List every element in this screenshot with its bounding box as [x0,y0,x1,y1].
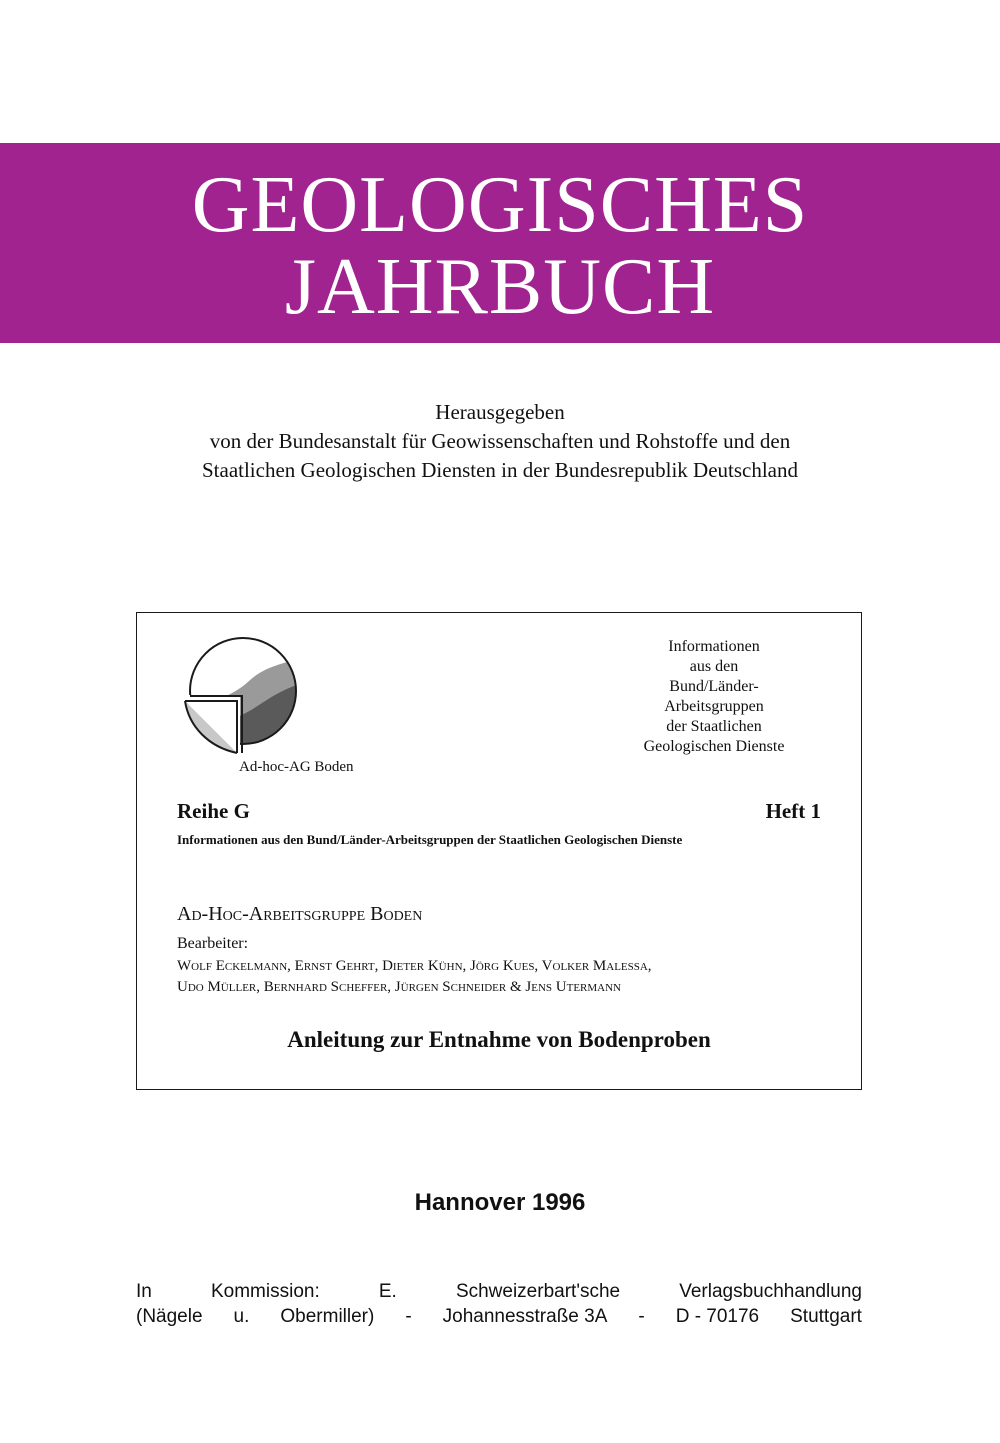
authors-line-2: Udo Müller, Bernhard Scheffer, Jürgen Schneider & Jens Utermann [177,979,621,995]
issue-label: Heft 1 [765,799,821,823]
info-line: Arbeitsgruppen [664,698,764,715]
info-line: Bund/Länder- [669,678,759,695]
commission-word: - [638,1306,645,1327]
series-label: Reihe G [177,799,250,823]
commission-word: u. [233,1306,250,1327]
journal-title-banner [0,143,1000,343]
editors-label: Bearbeiter: [177,935,249,952]
publisher-statement [0,398,1000,485]
logo-caption: Ad-hoc-AG Boden [239,759,354,775]
publisher-line-3: Staatlichen Geologischen Diensten in der Bundesrepublik Deutschland [201,458,799,482]
document-title: Anleitung zur Entnahme von Bodenproben [287,1027,711,1052]
info-block [619,637,809,757]
publisher-line-2: von der Bundesanstalt für Geowissenschaften und Rohstoffe und den [209,429,791,453]
authors-line-1: Wolf Eckelmann, Ernst Gehrt, Dieter Kühn, Jörg Kues, Volker Malessa, [177,958,652,974]
commission-word: D - 70176 [675,1306,760,1327]
info-line: Geologischen Dienste [643,738,785,755]
commission-line-2 [136,1304,862,1329]
commission-note [136,1279,862,1329]
authors-list [177,956,652,998]
commission-line-1 [136,1279,862,1304]
commission-word: - [405,1306,412,1327]
commission-word: Stuttgart [790,1306,862,1327]
publisher-line-1: Herausgegeben [435,400,565,424]
commission-word: Johannesstraße 3A [442,1306,608,1327]
ad-hoc-ag-boden-logo-icon [179,635,303,755]
commission-word: In [136,1281,152,1302]
commission-word: (Nägele [136,1306,203,1327]
series-subtitle: Informationen aus den Bund/Länder-Arbeitsgruppen der Staatlichen Geologischen Dienste [177,832,683,847]
journal-title-line1: GEOLOGISCHES [191,161,809,249]
info-line: der Staatlichen [666,718,762,735]
journal-title-line2: JAHRBUCH [284,243,716,331]
series-info-box [136,612,862,1090]
info-line: Informationen [668,638,760,655]
working-group-title: Ad-Hoc-Arbeitsgruppe Boden [177,903,423,925]
commission-word: Verlagsbuchhandlung [679,1281,862,1302]
place-and-year: Hannover 1996 [414,1189,586,1216]
commission-word: Schweizerbart'sche [455,1281,621,1302]
commission-word: E. [378,1281,397,1302]
info-line: aus den [689,658,739,675]
commission-word: Kommission: [210,1281,320,1302]
commission-word: Obermiller) [280,1306,375,1327]
